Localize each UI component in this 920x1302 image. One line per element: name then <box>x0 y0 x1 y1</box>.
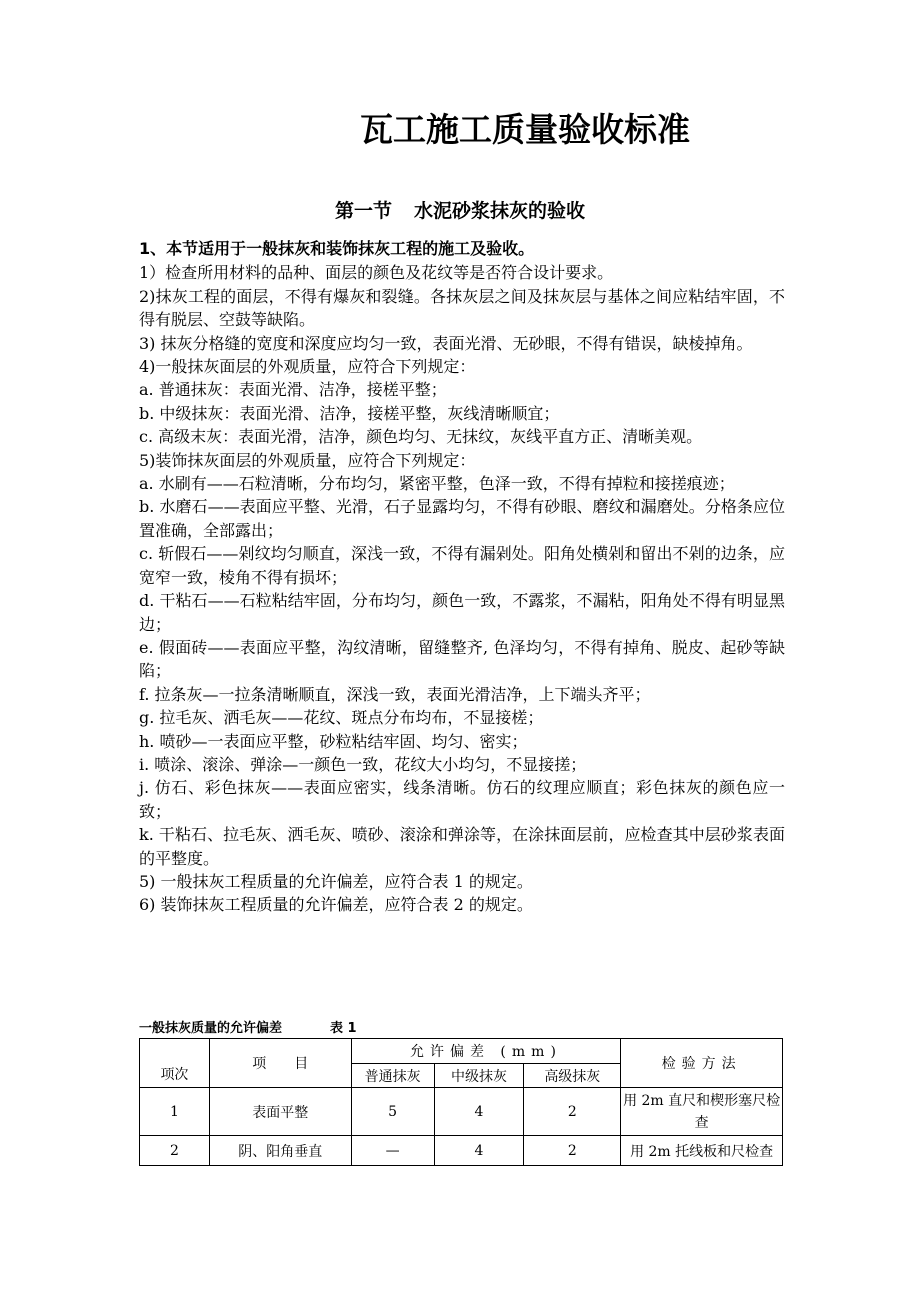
cell-method: 用 2m 直尺和楔形塞尺检查 <box>621 1088 783 1136</box>
paragraph: 5)装饰抹灰面层的外观质量，应符合下列规定： <box>139 450 476 470</box>
paragraph: k. 干粘石、拉毛灰、洒毛灰、喷砂、滚涂和弹涂等，在涂抹面层前，应检查其中层砂浆表面的平整度。 <box>139 825 785 868</box>
tolerance-table <box>139 1038 783 1166</box>
paragraph: h. 喷砂—一表面应平整，砂粒粘结牢固、均匀、密实； <box>139 731 528 751</box>
header-tolerance: 允许偏差 (mm) <box>351 1039 621 1064</box>
header-method: 检验方法 <box>621 1039 783 1088</box>
paragraph: f. 拉条灰—一拉条清晰顺直，深浅一致，表面光滑洁净，上下端头齐平； <box>139 684 651 704</box>
cell-index: 2 <box>140 1136 210 1166</box>
paragraph: e. 假面砖——表面应平整，沟纹清晰，留缝整齐, 色泽均匀，不得有掉角、脱皮、起砂等缺陷； <box>139 637 785 681</box>
table-header-row <box>140 1039 783 1064</box>
paragraph: 1）检查所用材料的品种、面层的颜色及花纹等是否符合设计要求。 <box>139 263 614 283</box>
cell-medium: 4 <box>434 1088 524 1136</box>
paragraph: 3) 抹灰分格缝的宽度和深度应均匀一致，表面光滑、无砂眼，不得有错误，缺棱掉角。 <box>139 333 753 353</box>
cell-high: 2 <box>524 1088 621 1136</box>
cell-normal: — <box>351 1136 434 1166</box>
paragraph: c. 斩假石——剁纹均匀顺直，深浅一致，不得有漏剁处。阳角处横剁和留出不剁的边条，应宽窄一致，棱角不得有损坏； <box>139 544 785 587</box>
paragraph: a. 普通抹灰：表面光滑、洁净，接槎平整； <box>139 380 447 400</box>
paragraph: i. 喷涂、滚涂、弹涂—一颜色一致，花纹大小均匀，不显接搓； <box>139 754 587 774</box>
header-medium: 中级抹灰 <box>434 1064 524 1088</box>
table-number: 表 1 <box>330 1021 357 1036</box>
paragraph: b. 中级抹灰：表面光滑、洁净，接槎平整，灰线清晰顺宜； <box>139 403 560 423</box>
paragraph: j. 仿石、彩色抹灰——表面应密实，线条清晰。仿石的纹理应顺直；彩色抹灰的颜色应一致； <box>139 778 785 821</box>
cell-method: 用 2m 托线板和尺检查 <box>621 1136 783 1166</box>
paragraph: 5) 一般抹灰工程质量的允许偏差，应符合表 1 的规定。 <box>139 871 533 891</box>
cell-medium: 4 <box>434 1136 524 1166</box>
header-normal: 普通抹灰 <box>351 1064 434 1088</box>
cell-high: 2 <box>524 1136 621 1166</box>
table-caption <box>139 1017 357 1036</box>
page-title: 瓦工施工质量验收标准 <box>360 110 690 149</box>
section-name: 水泥砂浆抹灰的验收 <box>414 200 586 222</box>
cell-normal: 5 <box>351 1088 434 1136</box>
section-heading <box>0 196 920 223</box>
table-caption-text: 一般抹灰质量的允许偏差 <box>139 1021 283 1036</box>
paragraph: b. 水磨石——表面应平整、光滑，石子显露均匀，不得有砂眼、磨纹和漏磨处。分格条应位置准确，全部露出； <box>139 497 785 540</box>
header-index: 项次 <box>140 1039 210 1088</box>
paragraph: 4)一般抹灰面层的外观质量，应符合下列规定： <box>139 357 476 377</box>
section-number: 第一节 <box>334 200 392 222</box>
paragraph: c. 高级末灰：表面光滑，洁净，颜色均匀、无抹纹，灰线平直方正、清晰美观。 <box>139 427 703 447</box>
cell-index: 1 <box>140 1088 210 1136</box>
header-high: 高级抹灰 <box>524 1064 621 1088</box>
header-item: 项 目 <box>209 1039 351 1088</box>
cell-item: 表面平整 <box>209 1088 351 1136</box>
cell-item: 阴、阳角垂直 <box>209 1136 351 1166</box>
table-row <box>140 1136 783 1166</box>
body-text <box>139 237 785 917</box>
paragraph: 6) 装饰抹灰工程质量的允许偏差，应符合表 2 的规定。 <box>139 895 533 915</box>
table-row <box>140 1088 783 1136</box>
clause-heading: 1、本节适用于一般抹灰和装饰抹灰工程的施工及验收。 <box>139 239 535 258</box>
paragraph: 2)抹灰工程的面层，不得有爆灰和裂缝。各抹灰层之间及抹灰层与基体之间应粘结牢固，不得有脱层、空鼓等缺陷。 <box>139 286 785 330</box>
paragraph: a. 水刷有——石粒清晰，分布均匀，紧密平整，色泽一致，不得有掉粒和接搓痕迹； <box>139 474 735 494</box>
paragraph: d. 干粘石——石粒粘结牢固，分布均匀，颜色一致，不露浆，不漏粘，阳角处不得有明显黑边； <box>139 591 785 634</box>
paragraph: g. 拉毛灰、洒毛灰——花纹、斑点分布均布，不显接槎； <box>139 708 544 728</box>
